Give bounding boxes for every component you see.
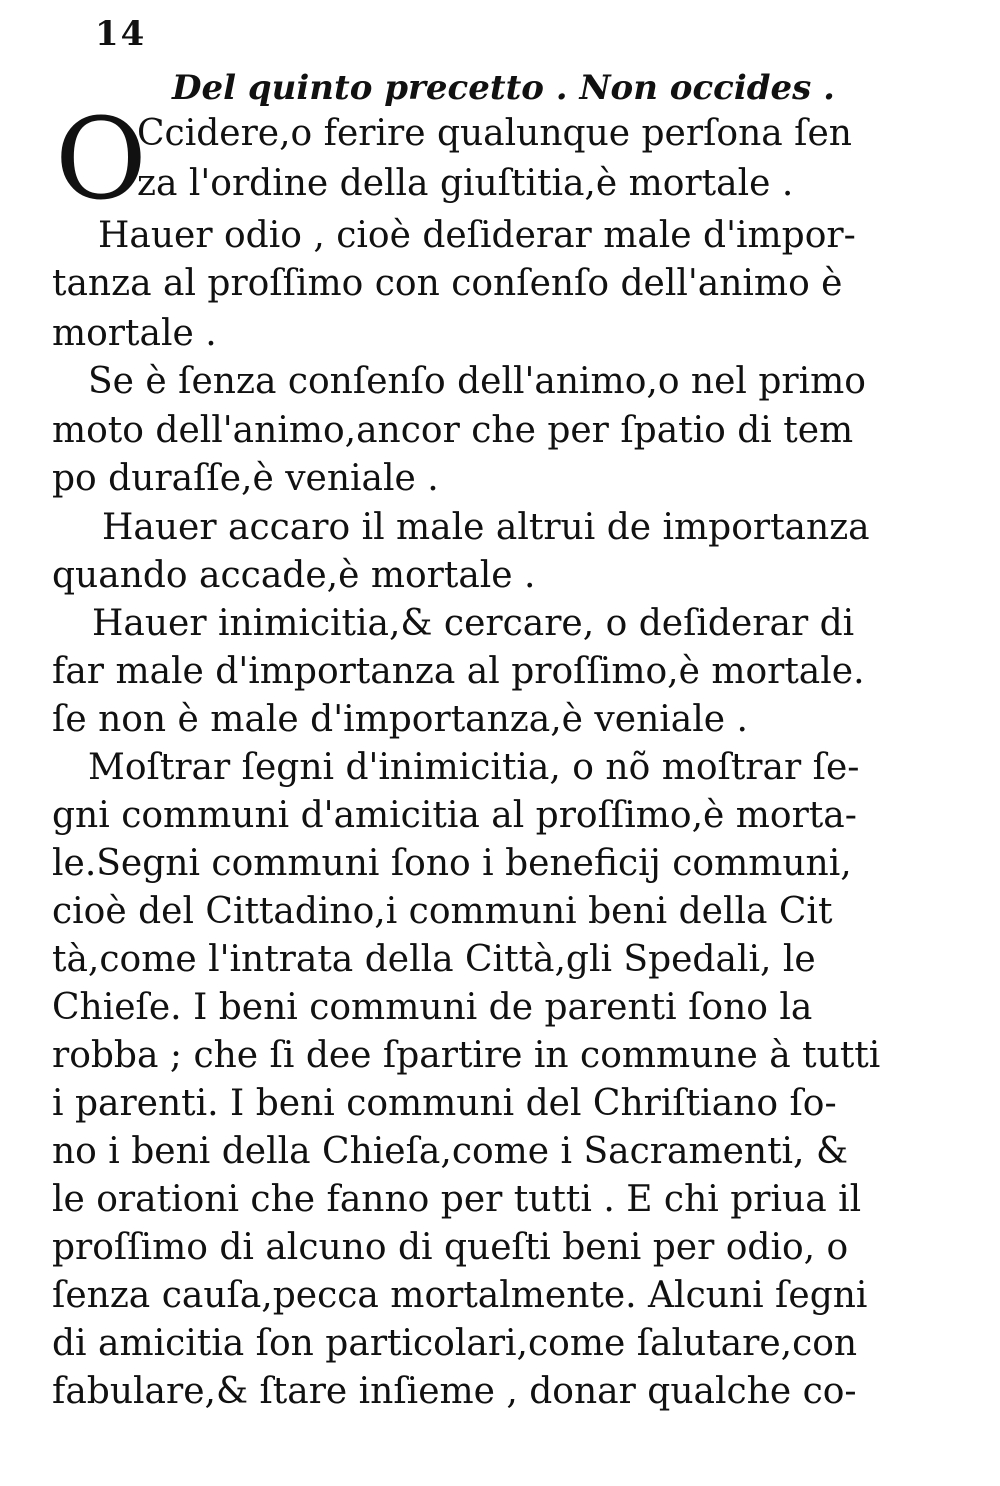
text-line: no i beni della Chieſa,come i Sacramenti, & — [52, 1131, 848, 1172]
text-line: Hauer inimicitia,& cercare, o deſiderar di — [92, 603, 855, 644]
text-line: Ccidere,o ferire qualunque perſona ſen — [137, 113, 852, 154]
text-line: fabulare,& ſtare inſieme , donar qualche co- — [52, 1371, 857, 1412]
text-line: tà,come l'intrata della Città,gli Spedali, le — [52, 939, 816, 980]
text-line: moto dell'animo,ancor che per ſpatio di tem — [52, 410, 854, 451]
text-line: quando accade,è mortale . — [52, 555, 536, 596]
running-head: Del quinto precetto . Non occides . — [172, 68, 835, 108]
text-line: Moſtrar ſegni d'inimicitia, o nõ moſtrar ſe- — [88, 747, 860, 788]
text-line: cioè del Cittadino,i communi beni della Cit — [52, 891, 833, 932]
text-line: mortale . — [52, 313, 217, 354]
text-line: Hauer odio , cioè deſiderar male d'impor- — [98, 215, 856, 256]
text-line: Hauer accaro il male altrui de importanza — [102, 507, 870, 548]
text-line: far male d'importanza al proſſimo,è mortale. — [52, 651, 865, 692]
text-line: di amicitia ſon particolari,come ſalutare,con — [52, 1323, 858, 1364]
text-line: i parenti. I beni communi del Chriſtiano ſo- — [52, 1083, 837, 1124]
text-line: ſenza cauſa,pecca mortalmente. Alcuni ſegni — [52, 1275, 868, 1316]
text-line: le.Segni communi ſono i beneficij communi, — [52, 843, 852, 884]
text-line: tanza al proſſimo con conſenſo dell'animo è — [52, 263, 843, 304]
text-line: po duraſſe,è veniale . — [52, 458, 439, 499]
text-line: ſe non è male d'importanza,è veniale . — [52, 699, 748, 740]
page-number: 14 — [95, 14, 147, 54]
text-line: le orationi che fanno per tutti . E chi priua il — [52, 1179, 862, 1220]
text-line: za l'ordine della giuſtitia,è mortale . — [137, 163, 794, 204]
text-line: Chieſe. I beni communi de parenti ſono la — [52, 987, 813, 1028]
text-line: Se è ſenza conſenſo dell'animo,o nel primo — [88, 361, 866, 402]
text-line: gni communi d'amicitia al proſſimo,è morta- — [52, 795, 857, 836]
text-line: proſſimo di alcuno di queſti beni per odio, o — [52, 1227, 849, 1268]
dropcap-initial: O — [55, 95, 147, 225]
text-line: robba ; che ſi dee ſpartire in commune à tutti — [52, 1035, 881, 1076]
